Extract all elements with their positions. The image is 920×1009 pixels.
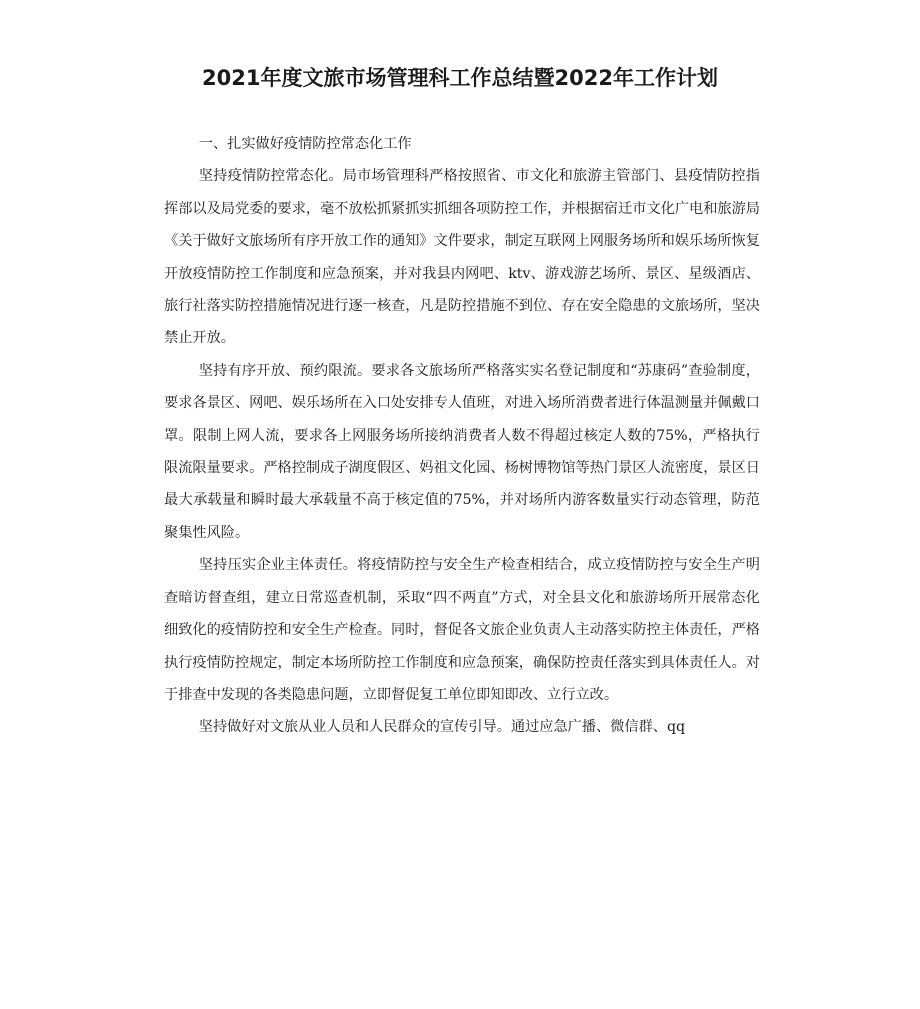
paragraph-publicity-guidance: 坚持做好对文旅从业人员和人民群众的宣传引导。通过应急广播、微信群、qq bbox=[198, 719, 686, 736]
paragraph-epidemic-normalization: 坚持疫情防控常态化。局市场管理科严格按照省、市文化和旅游主管部门、县疫情防控指挥部以及局党委的要求，毫不放松抓紧抓实抓细各项防控工作，并根据宿迁市文化广电和旅游局《关于做好文旅场所有序开放工作的通知》文件要求，制定互联网上网服务场所和娱乐场所恢复开放疫情防控工作制度和应急预案，并对我县内网吧、ktv、游戏游艺场所、景区、星级酒店、旅行社落实防控措施情况进行逐一核查，凡是防控措施不到位、存在安全隐患的文旅场所，坚决禁止开放。 bbox=[164, 168, 760, 347]
document-body bbox=[164, 128, 760, 744]
document-title: 2021年度文旅市场管理科工作总结暨2022年工作计划 bbox=[202, 66, 718, 90]
section-heading: 一、扎实做好疫情防控常态化工作 bbox=[198, 136, 412, 152]
paragraph-enterprise-responsibility: 坚持压实企业主体责任。将疫情防控与安全生产检查相结合，成立疫情防控与安全生产明查暗访督查组，建立日常巡查机制，采取“四不两直”方式，对全县文化和旅游场所开展常态化细致化的疫情防控和安全生产检查。同时，督促各文旅企业负责人主动落实防控主体责任，严格执行疫情防控规定，制定本场所防控工作制度和应急预案，确保防控责任落实到具体责任人。对于排查中发现的各类隐患问题，立即督促复工单位即知即改、立行立改。 bbox=[164, 557, 760, 703]
paragraph-orderly-opening: 坚持有序开放、预约限流。要求各文旅场所严格落实实名登记制度和“苏康码”查验制度，要求各景区、网吧、娱乐场所在入口处安排专人值班，对进入场所消费者进行体温测量并佩戴口罩。限制上网人流，要求各上网服务场所接纳消费者人数不得超过核定人数的75%，严格执行限流限量要求。严格控制成子湖度假区、妈祖文化园、杨树博物馆等热门景区人流密度，景区日最大承载量和瞬时最大承载量不高于核定值的75%，并对场所内游客数量实行动态管理，防范聚集性风险。 bbox=[164, 362, 760, 541]
